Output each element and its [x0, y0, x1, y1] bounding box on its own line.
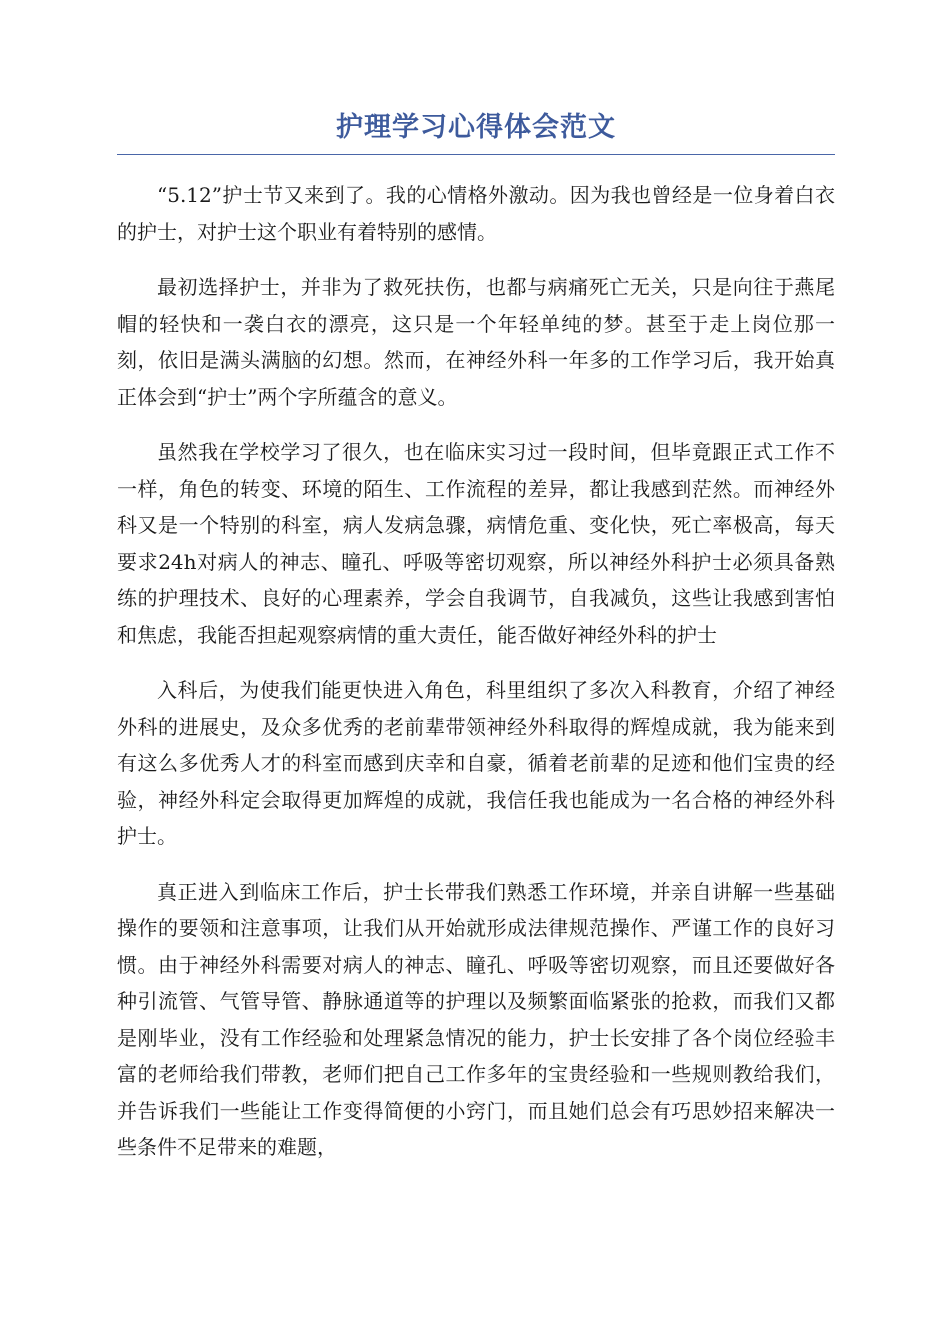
paragraph-1: “5.12”护士节又来到了。我的心情格外激动。因为我也曾经是一位身着白衣的护士，对护士这个职业有着特别的感情。 — [117, 183, 835, 244]
paragraph-4: 入科后，为使我们能更快进入角色，科里组织了多次入科教育，介绍了神经外科的进展史，及众多优秀的老前辈带领神经外科取得的辉煌成就，我为能来到有这么多优秀人才的科室而感到庆幸和自豪，循着老前辈的足迹和他们宝贵的经验，神经外科定会取得更加辉煌的成就，我信任我也能成为一名合格的神经外科护士。 — [117, 678, 835, 848]
document-page — [117, 108, 835, 1185]
paragraph-5: 真正进入到临床工作后，护士长带我们熟悉工作环境，并亲自讲解一些基础操作的要领和注意事项，让我们从开始就形成法律规范操作、严谨工作的良好习惯。由于神经外科需要对病人的神志、瞳孔、呼吸等密切观察，而且还要做好各种引流管、气管导管、静脉通道等的护理以及频繁面临紧张的抢救，而我们又都是刚毕业，没有工作经验和处理紧急情况的能力，护士长安排了各个岗位经验丰富的老师给我们带教，老师们把自己工作多年的宝贵经验和一些规则教给我们，并告诉我们一些能让工作变得简便的小窍门，而且她们总会有巧思妙招来解决一些条件不足带来的难题， — [117, 879, 835, 1159]
title-underline — [117, 154, 835, 155]
paragraph-3: 虽然我在学校学习了很久，也在临床实习过一段时间，但毕竟跟正式工作不一样，角色的转变、环境的陌生、工作流程的差异，都让我感到茫然。而神经外科又是一个特别的科室，病人发病急骤，病情危重、变化快，死亡率极高，每天要求24h对病人的神志、瞳孔、呼吸等密切观察，所以神经外科护士必须具备熟练的护理技术、良好的心理素养，学会自我调节，自我减负，这些让我感到害怕和焦虑，我能否担起观察病情的重大责任，能否做好神经外科的护士 — [117, 440, 835, 647]
paragraph-2: 最初选择护士，并非为了救死扶伤，也都与病痛死亡无关，只是向往于燕尾帽的轻快和一袭白衣的漂亮，这只是一个年轻单纯的梦。甚至于走上岗位那一刻，依旧是满头满脑的幻想。然而，在神经外科一年多的工作学习后，我开始真正体会到“护士”两个字所蕴含的意义。 — [117, 275, 835, 409]
document-title: 护理学习心得体会范文 — [336, 112, 616, 143]
